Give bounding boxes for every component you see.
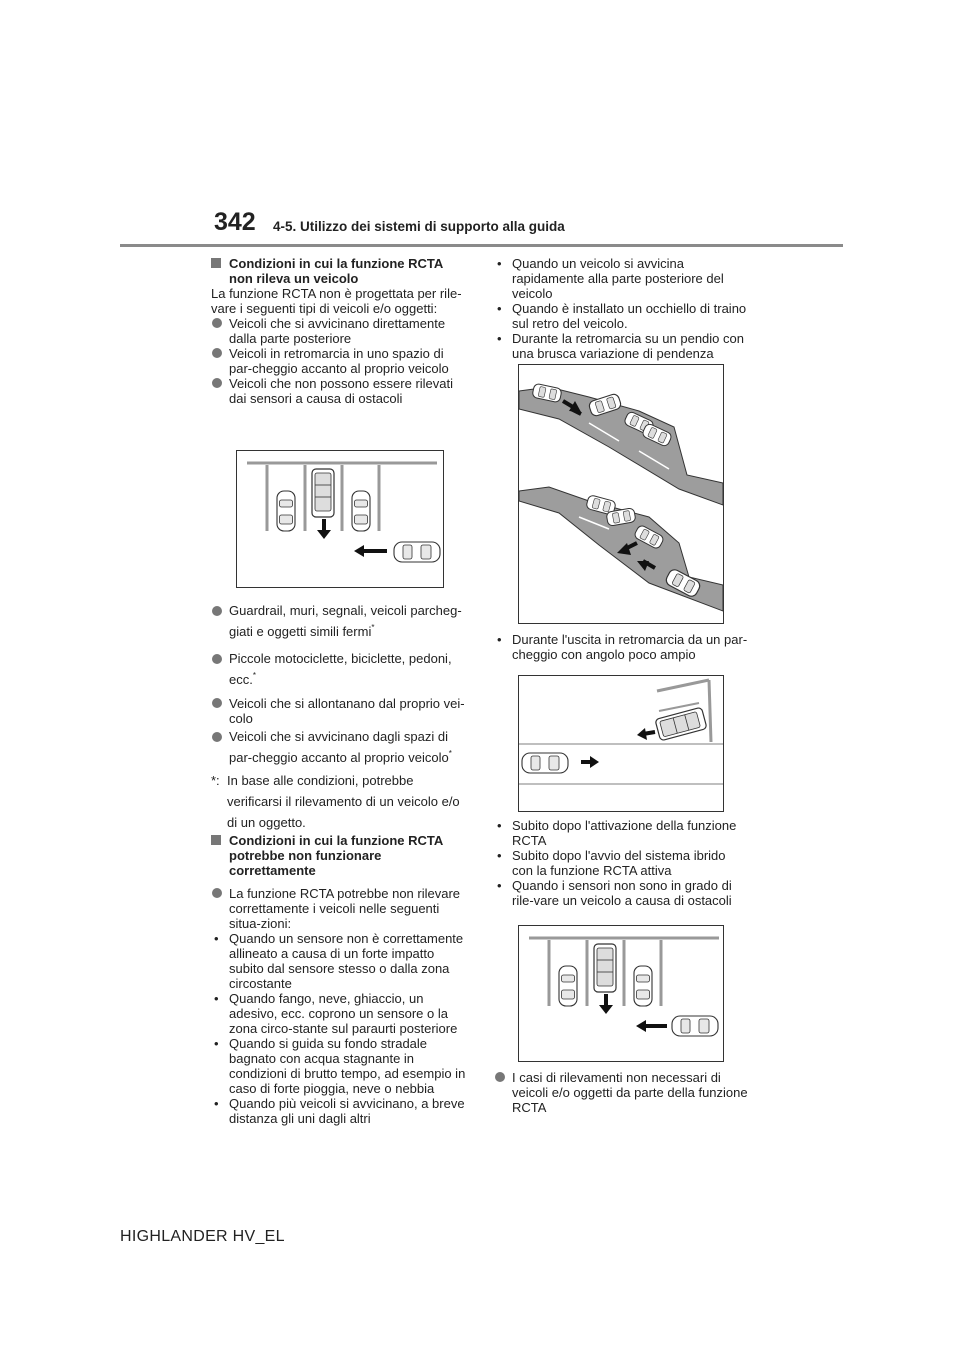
list-item: Veicoli che si avvicinano dagli spazi di par-cheggio accanto al proprio veicolo*: [211, 726, 469, 770]
circle-bullet-icon: [212, 698, 222, 708]
page-number: 342: [214, 208, 256, 236]
sub-list-item: • Quando un veicolo si avvicina rapidamente alla parte posteriore del veicolo: [497, 256, 724, 301]
left-column: [211, 256, 469, 406]
list-item: La funzione RCTA potrebbe non rilevare correttamente i veicoli nelle seguenti situa-zioni:: [211, 886, 469, 931]
sub-list-item: • Quando si guida su fondo stradale bagnato con acqua stagnante in condizioni di brutto tempo, ad esempio in caso di forte pioggia, neve o nebbia: [214, 1036, 466, 1096]
angled-parking-diagram: [519, 676, 723, 811]
circle-bullet-icon: [212, 606, 222, 616]
sub-list-item: • Quando è installato un occhiello di traino sul retro del veicolo.: [497, 301, 747, 331]
list-item: Veicoli che si allontanano dal proprio vei-colo: [211, 696, 469, 726]
footnote: *: In base alle condizioni, potrebbe verificarsi il rilevamento di un veicolo e/o di un oggetto.: [211, 773, 460, 830]
sub-list-item: • Quando i sensori non sono in grado di rile-vare un veicolo a causa di ostacoli: [497, 878, 732, 908]
circle-bullet-icon: [212, 732, 222, 742]
list-item: I casi di rilevamenti non necessari di veicoli e/o oggetti da parte della funzione RCTA: [494, 1070, 750, 1115]
sub-list-item: • Subito dopo l'avvio del sistema ibrido con la funzione RCTA attiva: [497, 848, 726, 878]
section-intro: La funzione RCTA non è progettata per rile-vare i seguenti tipi di veicoli e/o oggetti:: [211, 286, 462, 316]
sub-list-item: • Quando fango, neve, ghiaccio, un adesivo, ecc. coprono un sensore o la zona circo-stante sul paraurti posteriore: [214, 991, 458, 1036]
circle-bullet-icon: [212, 348, 222, 358]
list-item: Guardrail, muri, segnali, veicoli parcheg-giati e oggetti simili fermi*: [211, 600, 469, 644]
slope-illustration: [518, 364, 724, 624]
header-divider: [120, 244, 843, 247]
circle-bullet-icon: [495, 1072, 505, 1082]
angled-parking-illustration: [518, 675, 724, 812]
chapter-title: 4-5. Utilizzo dei sistemi di supporto alla guida: [273, 219, 565, 234]
section-heading: Condizioni in cui la funzione RCTA potrebbe non funzionare correttamente: [211, 833, 469, 878]
left-column-lower: [211, 600, 469, 1126]
sub-list-item: • Quando un sensore non è correttamente allineato a causa di un forte impatto subito dal sensore stesso o dalla zona circostante: [214, 931, 464, 991]
sub-list-item: • Durante l'uscita in retromarcia da un par-cheggio con angolo poco ampio: [497, 632, 748, 662]
square-bullet-icon: [211, 258, 221, 268]
section-heading: Condizioni in cui la funzione RCTA non rileva un veicolo: [211, 256, 469, 286]
right-column-end: [494, 1070, 750, 1115]
slope-diagram: [519, 365, 723, 623]
circle-bullet-icon: [212, 654, 222, 664]
circle-bullet-icon: [212, 888, 222, 898]
parking-lot-diagram: [237, 451, 443, 587]
parking-obstacle-diagram: [519, 926, 723, 1061]
list-item: Veicoli in retromarcia in uno spazio di par-cheggio accanto al proprio veicolo: [211, 346, 469, 376]
footer-model: HIGHLANDER HV_EL: [120, 1228, 285, 1245]
parking-obstacle-illustration: [518, 925, 724, 1062]
square-bullet-icon: [211, 835, 221, 845]
right-column-low: [494, 818, 750, 908]
circle-bullet-icon: [212, 318, 222, 328]
sub-list-item: • Durante la retromarcia su un pendio con una brusca variazione di pendenza: [497, 331, 744, 361]
right-column-mid: [494, 632, 750, 662]
list-item: Veicoli che non possono essere rilevati dai sensori a causa di ostacoli: [211, 376, 469, 406]
parking-lot-illustration: [236, 450, 444, 588]
list-item: Piccole motociclette, biciclette, pedoni, ecc.*: [211, 648, 469, 692]
sub-list-item: • Quando più veicoli si avvicinano, a breve distanza gli uni dagli altri: [214, 1096, 465, 1126]
list-item: Veicoli che si avvicinano direttamente dalla parte posteriore: [211, 316, 469, 346]
right-column-top: [494, 256, 750, 361]
sub-list-item: • Subito dopo l'attivazione della funzione RCTA: [497, 818, 737, 848]
circle-bullet-icon: [212, 378, 222, 388]
